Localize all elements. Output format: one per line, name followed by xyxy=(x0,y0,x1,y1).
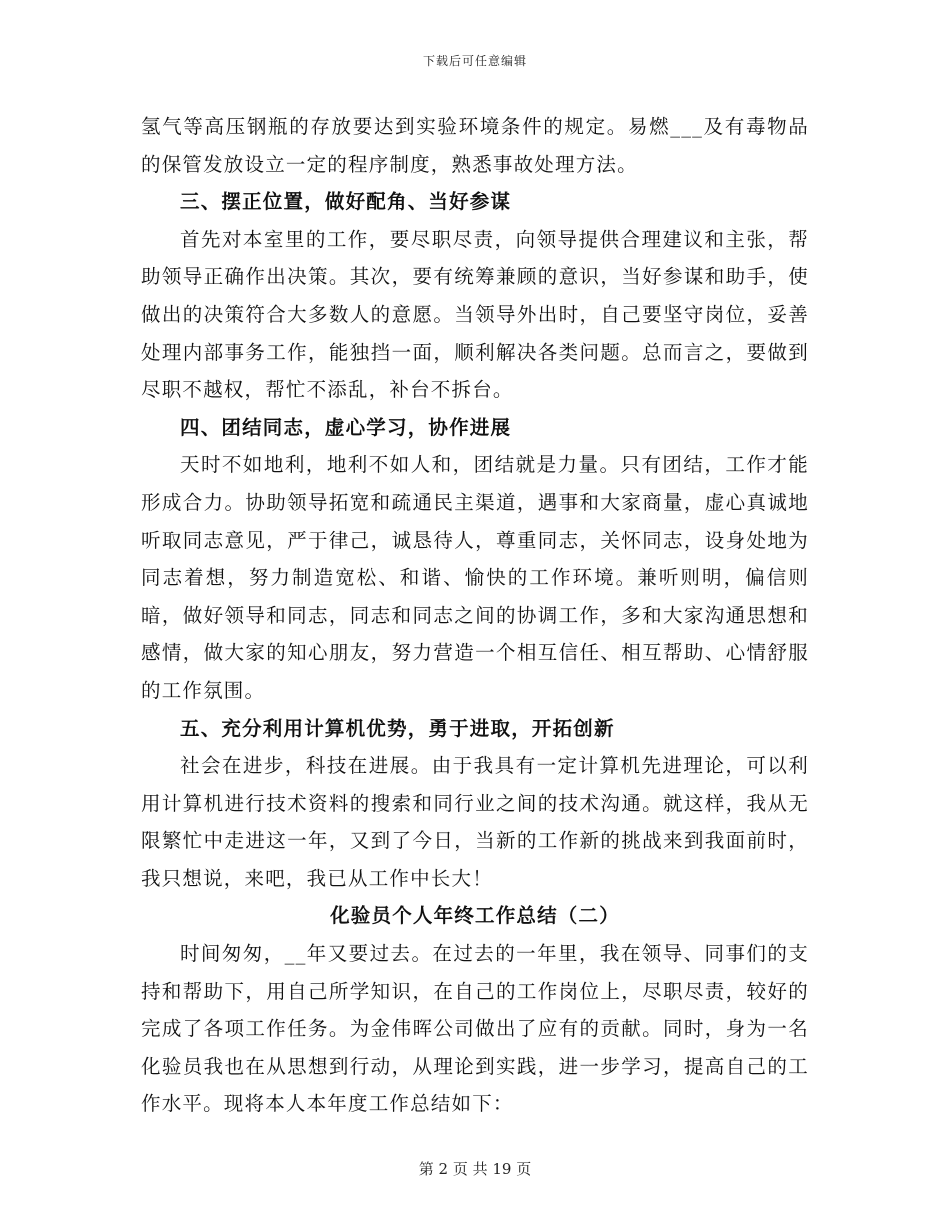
paragraph-intro-2: 时间匆匆，__年又要过去。在过去的一年里，我在领导、同事们的支持和帮助下，用自己所学知识，在自己的工作岗位上，尽职尽责，较好的完成了各项工作任务。为金伟晖公司做出了应有的贡献。同时，身为一名化验员我也在从思想到行动，从理论到实践，进一步学习，提高自己的工作水平。现将本人本年度工作总结如下： xyxy=(141,942,809,1116)
paragraph-continued: 氢气等高压钢瓶的存放要达到实验环境条件的规定。易燃___及有毒物品的保管发放设立一定的程序制度，熟悉事故处理方法。 xyxy=(141,115,809,176)
section-heading-5: 五、充分利用计算机优势，勇于进取，开拓创新 xyxy=(180,716,615,740)
paragraph-section-3: 首先对本室里的工作，要尽职尽责，向领导提供合理建议和主张，帮助领导正确作出决策。其次，要有统筹兼顾的意识，当好参谋和助手，使做出的决策符合大多数人的意愿。当领导外出时，自己要坚守岗位，妥善处理内部事务工作，能独挡一面，顺利解决各类问题。总而言之，要做到尽职不越权，帮忙不添乱，补台不拆台。 xyxy=(141,227,809,402)
paragraph-section-4: 天时不如地利，地利不如人和，团结就是力量。只有团结，工作才能形成合力。协助领导拓宽和疏通民主渠道，遇事和大家商量，虚心真诚地听取同志意见，严于律己，诚恳待人，尊重同志，关怀同志，设身处地为同志着想，努力制造宽松、和谐、愉快的工作环境。兼听则明，偏信则暗，做好领导和同志，同志和同志之间的协调工作，多和大家沟通思想和感情，做大家的知心朋友，努力营造一个相互信任、相互帮助、心情舒服的工作氛围。 xyxy=(141,453,809,702)
paragraph-section-5: 社会在进步，科技在进展。由于我具有一定计算机先进理论，可以利用计算机进行技术资料的搜索和同行业之间的技术沟通。就这样，我从无限繁忙中走进这一年，又到了今日，当新的工作新的挑战来到我面前时，我只想说，来吧，我已从工作中长大！ xyxy=(141,754,809,890)
section-heading-4: 四、团结同志，虚心学习，协作进展 xyxy=(180,415,512,439)
section-heading-3: 三、摆正位置，做好配角、当好参谋 xyxy=(180,190,512,214)
document-body xyxy=(141,108,809,1123)
page-header: 下载后可任意编辑 xyxy=(422,54,527,68)
document-title-2: 化验员个人年终工作总结（二） xyxy=(330,904,620,928)
page-number: 第 2 页 共 19 页 xyxy=(418,1160,532,1178)
